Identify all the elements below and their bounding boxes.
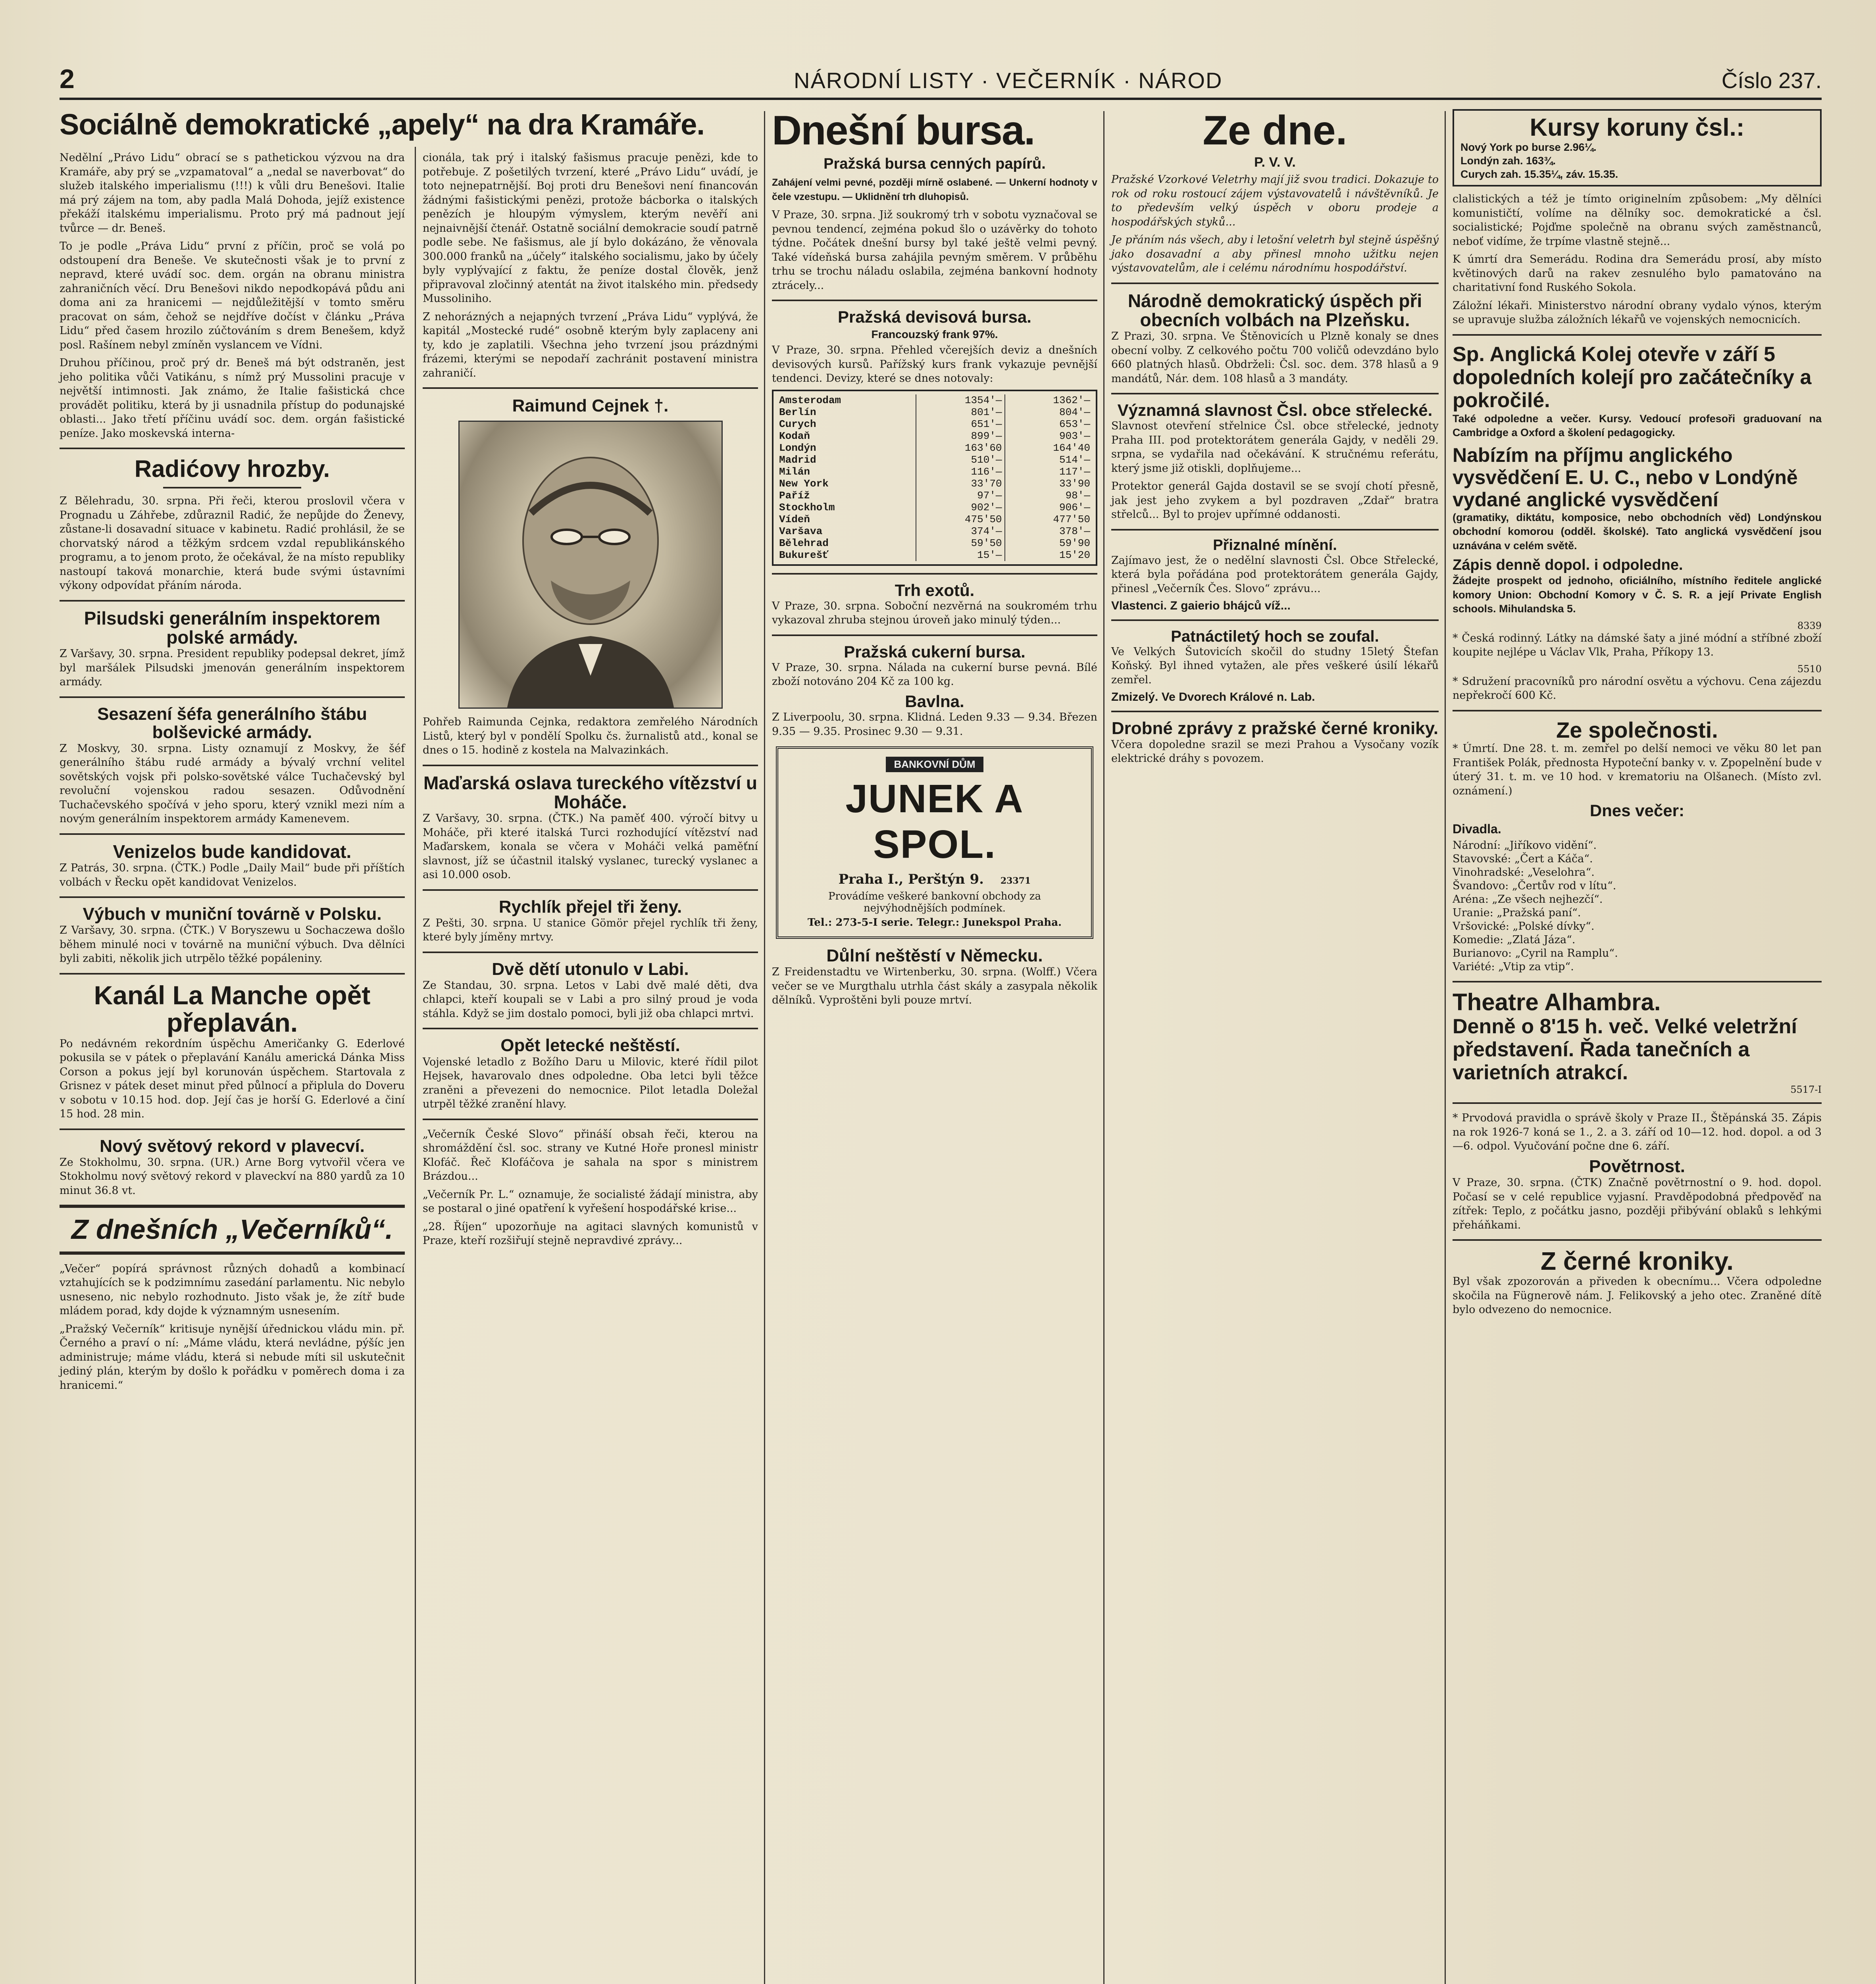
article-paragraph: „Večerník Pr. L.“ oznamuje, že socialisté žádají ministra, aby se postaral o jiné opatření k vyřešení hospodářské krise... xyxy=(423,1188,758,1215)
kronika-text: Byl však zpozorován a přiveden k obecnímu... Včera odpoledne skočila na Fügnerově nám. J. Felikovský a jeho otec. Zraněné dítě bylo odvezeno do nemocnice. xyxy=(1453,1275,1822,1316)
rates-cell-a: 899'— xyxy=(916,430,1005,442)
column-1 xyxy=(60,151,405,1396)
rates-row xyxy=(777,537,1093,549)
povetrnost-text: V Praze, 30. srpna. (ČTK) Značně povětrnostní o 9. hod. dopol. Počasí se v celé republice vyjasní. Pravděpodobná předpověď na zítřek: Teplo, z počátku jasno, později přibývání oblaků s lehkými přeháňkami. xyxy=(1453,1177,1822,1231)
strelci-text: Slavnost otevření střelnice Čsl. obce střelecké, jednoty Praha III. pod protektorátem generála Gajdy, v neděli 29. srpna, se vydařila nad očekávání. K stručnému referátu, který jsme již otiskli, doplňujeme... xyxy=(1111,420,1439,475)
article-paragraph: * Česká rodinný. Látky na dámské šaty a jiné módní a stříbné zboží koupite nejlépe u Václav Vlk, Praha, Příkopy 13. xyxy=(1453,632,1822,659)
rates-cell-city: Berlín xyxy=(777,406,916,418)
rates-cell-city: Varšava xyxy=(777,525,916,537)
rates-table-frame xyxy=(772,390,1097,566)
cejnek-portrait xyxy=(458,421,723,709)
ad-kolej-headline: Sp. Anglická Kolej otevře v září 5 dopoledních kolejí pro začátečníky a pokročilé. xyxy=(1453,342,1812,412)
kanal-headline: Kanál La Manche opět přeplaván. xyxy=(94,980,371,1038)
rates-cell-city: New York xyxy=(777,478,916,490)
devizy-text: V Praze, 30. srpna. Přehled včerejších deviz a dnešních devisových kursů. Pařížský kurs frank vykazuje pevnější tendenci. Devizy, které se dnes notovaly: xyxy=(772,344,1097,385)
trh-text: V Praze, 30. srpna. Soboční nezvěrná na soukromém trhu vykazoval zhruba stejnou úroveň jako minulý týden... xyxy=(772,600,1097,627)
ad-vysvedceni-headline: Nabízím na příjmu anglického vysvědčení E. U. C., nebo v Londýně vydané anglické vysvědčení xyxy=(1453,444,1798,511)
rates-cell-b: 15'20 xyxy=(1059,549,1090,561)
pilsudski-text: Z Varšavy, 30. srpna. President republiky podepsal dekret, jímž byl maršálek Pilsudski jmenován generálním inspektorem armády. xyxy=(60,648,405,688)
sesazeni-headline: Sesazení šéfa generálního štábu bolševické armády. xyxy=(97,704,367,742)
ad-number: 23371 xyxy=(1000,876,1031,886)
strelci-headline: Významná slavnost Čsl. obce střelecké. xyxy=(1117,401,1433,420)
bavlna-headline: Bavlna. xyxy=(905,692,964,711)
cukr-text: V Praze, 30. srpna. Nálada na cukerní burse pevná. Bílé zboží notováno 204 Kč za 100 kg. xyxy=(772,661,1097,688)
junek-advertisement xyxy=(776,746,1093,939)
rates-row xyxy=(777,430,1093,442)
zespol-headline: Ze společnosti. xyxy=(1556,717,1718,742)
vybuch-headline: Výbuch v muniční továrně v Polsku. xyxy=(83,904,382,924)
ad-zapis-headline: Zápis denně dopol. i odpoledne. xyxy=(1453,557,1683,574)
rates-cell-a: 59'50 xyxy=(916,537,1005,549)
issue-number: Číslo 237. xyxy=(1721,68,1822,93)
zespol-text: * Úmrtí. Dne 28. t. m. zemřel po delší nemoci ve věku 80 let pan František Polák, přednosta Hypoteční banky v. v. Zpopelnění bude v úterý 31. t. m. ve 10 hod. v krematoriu na Olšanech. (Místo zvl. oznámení.) xyxy=(1453,742,1822,797)
cukr-headline: Pražská cukerní bursa. xyxy=(844,642,1026,661)
vecernik-text-2: „Pražský Večerník“ kritisuje nynější úřednickou vládu min. př. Černého a praví o ní: „Máme vládu, která nevládne, pýšíc jen administruje; máme vládu, která si nebude míti sil uskutečnit jediný plán, kterým by došlo k pořádku v poměrech doma i za hranicemi.“ xyxy=(60,1323,405,1392)
rates-cell-city: Kodaň xyxy=(777,430,916,442)
article-paragraph: * Sdružení pracovníků pro národní osvětu a výchovu. Cena zájezdu nepřekročí 600 Kč. xyxy=(1453,675,1822,702)
main-headline-wrap xyxy=(60,109,762,140)
burza-lead: Zahájení velmi pevné, později mírně oslabené. — Unkerní hodnoty v čele vzestupu. — Uklidnění trh dluhopisů. xyxy=(772,177,1097,202)
column-3 xyxy=(772,109,1097,1011)
divadlo-item: Komedie: „Zlatá Jáza“. xyxy=(1453,934,1576,946)
divadla-list xyxy=(1453,839,1822,974)
rates-cell-a: 510'— xyxy=(916,454,1005,466)
vybuch-text: Z Varšavy, 30. srpna. (ČTK.) V Boryszewu u Sochaczewa došlo během minulé noci v továrně na muniční výbuch. Dva dělníci byli zabiti, několik jich utrpělo těžké popáleniny. xyxy=(60,924,405,965)
rates-cell-a: 374'— xyxy=(916,525,1005,537)
divadlo-item: Vinohradské: „Veselohra“. xyxy=(1453,866,1595,879)
rates-cell-a: 33'70 xyxy=(916,478,1005,490)
divadlo-item: Stavovské: „Čert a Káča“. xyxy=(1453,853,1593,865)
masthead: NÁRODNÍ LISTY · VEČERNÍK · NÁROD xyxy=(794,68,1223,93)
rates-cell-b: 117'— xyxy=(1059,465,1090,478)
divadlo-item: Národní: „Jiříkovo vidění“. xyxy=(1453,839,1597,852)
rates-cell-b: 164'40 xyxy=(1053,442,1090,454)
patnact-text: Ve Velkých Šutovicích skočil do studny 15letý Štefan Koňský. Byl ihned vytažen, ale přes veškeré úsilí lékařů zemřel. xyxy=(1111,645,1439,686)
vecernik-headline: Z dnešních „Večerníků“. xyxy=(71,1214,393,1245)
article-paragraph: „Večerník České Slovo“ přináší obsah řeči, kterou na shromáždění čsl. soc. strany ve Kutné Hoře pronesl ministr Klofáč. Řeč Klofáčova je sahala na spor s ministrem Brázdou... xyxy=(423,1128,758,1183)
rates-cell-a: 902'— xyxy=(916,502,1005,513)
rates-cell-a: 116'— xyxy=(916,466,1005,478)
rates-row xyxy=(777,513,1093,525)
dul-headline: Důlní neštěstí v Německu. xyxy=(826,946,1043,966)
rates-cell-b: 98'— xyxy=(1065,489,1090,502)
rychlik-headline: Rychlík přejel tři ženy. xyxy=(498,897,682,917)
kursy-line-2: Londýn zah. 163¾. xyxy=(1460,155,1556,167)
rates-row xyxy=(777,406,1093,418)
rates-cell-b: 33'90 xyxy=(1059,477,1090,490)
rates-cell-b: 59'90 xyxy=(1059,537,1090,549)
dnes-headline: Dnes večer: xyxy=(1589,801,1685,820)
rates-row xyxy=(777,466,1093,478)
main-headline: Sociálně demokratické „apely“ na dra Kramáře. xyxy=(60,108,704,141)
page-header xyxy=(60,63,1822,100)
rates-cell-b: 906'— xyxy=(1059,501,1090,513)
burza-headline: Dnešní bursa. xyxy=(772,108,1035,154)
divadlo-item: Švandovo: „Čertův rod v lítu“. xyxy=(1453,880,1616,892)
article-paragraph: * Prvodová pravidla o správě školy v Praze II., Štěpánská 35. Zápis na rok 1926-7 koná se 1., 2. a 3. září od 10—12. hod. dopol. a od 3—6. odpol. Vyučování počne dne 6. září. xyxy=(1453,1112,1822,1153)
divadlo-item: Aréna: „Ze všech nejhezčí“. xyxy=(1453,893,1603,906)
rates-cell-city: Amsterodam xyxy=(777,394,916,406)
rates-cell-city: Londýn xyxy=(777,442,916,454)
rates-cell-city: Vídeň xyxy=(777,513,916,525)
zedne-text: Pražské Vzorkové Veletrhy mají již svou tradici. Dokazuje to rok od roku rostoucí zájem výstavovatelů i návštěvníků. Je to především velký úspěch v oboru prodeje a hospodářských styků... xyxy=(1111,173,1439,228)
rychlik-text: Z Pešti, 30. srpna. U stanice Gömör přejel rychlík tři ženy, které byly jíměny mrtvy. xyxy=(423,917,758,944)
rates-cell-a: 1354'— xyxy=(916,394,1005,406)
article-paragraph: Druhou příčinou, proč prý dr. Beneš má být odstraněn, jest jeho politika vůči Vatikánu, s nímž prý Mussolini pracuje v největší intimnosti. Jak známo, že Italie fašistická chce provádět politiku, která by ji usnadnila přístup do podunajské oblasti... Jako třetí příčinu uvádí soc. dem. orgán fašistické peníze. Jako moskevská interna- xyxy=(60,357,405,440)
radic-headline: Radićovy hrozby. xyxy=(134,456,330,482)
rates-cell-a: 97'— xyxy=(916,490,1005,502)
deti-text: Ze Standau, 30. srpna. Letos v Labi dvě malé děti, dva chlapci, kteří koupali se v Labi a pro silný proud je voda stáhla. Když se jim dostalo pomoci, byli již oba chlapci mrtvi. xyxy=(423,979,758,1020)
mohac-headline: Maďarská oslava tureckého vítězství u Moháče. xyxy=(423,772,757,812)
rates-cell-city: Madrid xyxy=(777,454,916,466)
kursy-headline: Kursy koruny čsl.: xyxy=(1530,114,1745,141)
theatre-number: 5517-I xyxy=(1790,1084,1822,1096)
rates-cell-b: 903'— xyxy=(1059,430,1090,442)
rates-cell-city: Bukurešť xyxy=(777,549,916,561)
rates-row xyxy=(777,549,1093,561)
rates-row xyxy=(777,394,1093,406)
divadlo-item: Burianovo: „Cyril na Ramplu“. xyxy=(1453,947,1618,960)
rates-row xyxy=(777,478,1093,490)
dul-text: Z Freidenstadtu ve Wirtenberku, 30. srpna. (Wolff.) Včera večer se ve Murgthalu utrhla část skály a zasypala několik dělníků. Vyproštěni byli pouze mrtví. xyxy=(772,966,1097,1007)
letecke-headline: Opět letecké neštěstí. xyxy=(500,1036,680,1055)
ad-line: Provádíme veškeré bankovní obchody za nejvýhodnějších podmínek. xyxy=(828,890,1041,915)
theatre-body: Denně o 8'15 h. več. Velké veletržní představení. Řada tanečních a varietních atrakcí. xyxy=(1453,1015,1797,1084)
rates-cell-city: Paříž xyxy=(777,490,916,502)
rates-cell-b: 653'— xyxy=(1059,418,1090,430)
rates-cell-a: 163'60 xyxy=(916,442,1005,454)
rates-table xyxy=(777,394,1093,561)
devizy-headline: Pražská devisová bursa. xyxy=(838,308,1031,327)
prizn-text: Zajímavo jest, že o nedělní slavnosti Čsl. Obce Střelecké, která byla pořádána pod protektorátem generála Gajdy, přinesl „Večerník Čes. Slovo“ zprávu... xyxy=(1111,554,1439,595)
ad-zapis-number: 8339 xyxy=(1797,620,1822,631)
venizelos-headline: Venizelos bude kandidovat. xyxy=(113,841,352,862)
trh-headline: Trh exotů. xyxy=(895,581,975,600)
ad-zapis-text: Žádejte prospekt od jednoho, oficiálního, místního ředitele anglické komory Union: Obchodní Komory v Č. S. R. a její Private English schools. Mihulandska 5. xyxy=(1453,575,1822,615)
rekord-text: Ze Stokholmu, 30. srpna. (UR.) Arne Borg vytvořil včera ve Stokholmu nový světový rekord v plaveckví na 880 yardů za 10 minut 36.8 vt. xyxy=(60,1156,405,1197)
ad-kolej-text: Také odpoledne a večer. Kursy. Vedoucí profesoři graduovaní na Cambridge a Oxford a školení pedagogicky. xyxy=(1453,412,1822,439)
rates-cell-city: Curych xyxy=(777,418,916,430)
ad-tel: Tel.: 273-5-I serie. Telegr.: Junekspol Praha. xyxy=(807,917,1062,929)
pilsudski-headline: Pilsudski generálním inspektorem polské armády. xyxy=(84,608,381,648)
kursy-line-3: Curych zah. 15.35¼, záv. 15.35. xyxy=(1460,168,1618,181)
plzen-text: Z Prazi, 30. srpna. Ve Štěnovicích u Plzně konaly se dnes obecní volby. Z celkového počtu 700 voličů odevzdáno bylo 660 platných hlasů. Obdrželi: Čsl. soc. dem. 378 hlasů a 9 mandátů, Nár. dem. 108 hlasů a 3 mandáty. xyxy=(1111,330,1439,385)
prizn-headline: Přiznalné mínění. xyxy=(1213,536,1337,554)
ad-address-text: Praha I., Perštýn 9. xyxy=(838,871,984,888)
article-paragraph: clalistických a též je tímto originelním způsobem: „My dělníci komunističtí, volíme na dělníky soc. demokratické a čsl. socialistické; Pojďme společně na obranu svých zaměstnanců, neboť vidíme, že trpíme vlastně stejně... xyxy=(1453,193,1822,248)
article-paragraph: To je podle „Práva Lidu“ první z příčin, proč se volá po odstoupení dra Beneše. Ve skutečnosti však je to první z nepravd, které uvádí soc. dem. orgán na obranu ministra zahraničních věcí. Dru Benešovi nikdo nepodkopává půdu ani doma ani za hranicemi — nejdůležitější v tomto směru pracovat on sám, čehož se nejdříve dočíst v článku „Práva Lidu“ před časem hrozilo zúčtováním s drem Benešem, když posl. Rašínem nebyl zmíněn vyslancem ve Vídni. xyxy=(60,240,405,351)
article-paragraph: K úmrtí dra Semerádu. Rodina dra Semerádu prosí, aby místo květinových darů na rakev zesnulého bylo pamatováno na charitativní fond Ruského Sokola. xyxy=(1453,253,1822,294)
divadlo-item: Variété: „Vtip za vtip“. xyxy=(1453,961,1574,973)
rates-row xyxy=(777,525,1093,537)
zmizela-headline: Zmizelý. Ve Dvorech Králové n. Lab. xyxy=(1111,690,1315,704)
vlastenci-headline: Vlastenci. Z gaierio bhájců víž... xyxy=(1111,599,1291,613)
rates-cell-a: 475'50 xyxy=(916,513,1005,525)
article-paragraph: Z nehorázných a nejapných tvrzení „Práva Lidu“ vyplývá, že kapitál „Mostecké rudé“ osobně kterým byly zaplaceny ani ty, kdo je zaplatili. Všechna jeho tvrzení jsou prázdnými frázemi, kterými se nepodaří zachránit postavení ministra zahraničí. xyxy=(423,310,758,379)
drobne-text: Včera dopoledne srazil se mezi Prahou a Vysočany vozík elektrické dráhy s povozem. xyxy=(1111,738,1439,765)
burza-subheadline: Pražská bursa cenných papírů. xyxy=(824,156,1046,173)
kanal-text: Po nedávném rekordním úspěchu Američanky G. Ederlové pokusila se v pátek o přeplavání Kanálu americká Dánka Miss Corson a pokus její byl korunován úspěchem. Startovala z Grisnez v pátek deset minut před půlnocí a připlula do Doveru v sobotu v 10.15 hod. dop. Její čas je horší G. Ederlové a činí 15 hod. 28 min. xyxy=(60,1037,405,1121)
article-intro: Nedělní „Právo Lidu“ obrací se s pathetickou výzvou na dra Kramáře, aby prý se „vzpamatoval“ a „nedal se naverbovat“ do služeb italského imperialismu (!!!) k vůli dru Benešovi. Italie má prý zájem na tom, aby padla Malá Dohoda, jejíž existence překáží italskému imperialismu. Proto prý má padnout její tvůrce — dr. Beneš. xyxy=(60,152,405,235)
column-5 xyxy=(1453,109,1822,1321)
divadlo-item: Uranie: „Pražská paní“. xyxy=(1453,907,1581,919)
theatre-headline: Theatre Alhambra. xyxy=(1453,989,1661,1016)
column-rule xyxy=(415,147,416,1984)
venizelos-text: Z Patrás, 30. srpna. (ČTK.) Podle „Daily Mail“ bude při příštích volbách v Řecku opět kandidovat Venizelos. xyxy=(60,862,405,888)
rates-cell-b: 1362'— xyxy=(1053,394,1090,406)
rates-cell-a: 651'— xyxy=(916,418,1005,430)
divadla-headline: Divadla. xyxy=(1453,822,1501,836)
kronika-headline: Z černé kroniky. xyxy=(1540,1247,1734,1276)
column-rule xyxy=(764,111,765,1984)
radic-text: Z Bělehradu, 30. srpna. Při řeči, kterou proslovil včera v Prognadu u Záhřebe, zdůraznil Radić, že nepůjde do Ženevy, zůstane-li dosavadní situace v kabinetu. Radić prohlásil, že se chorvatský národ a těžkým srdcem vzdal republikánského programu, a to jenom proto, že očekával, že na místo republiky nastoupí taková monarchie, která bude svými ústavními výkony odpovídat přáním národa. xyxy=(60,495,405,592)
rates-cell-city: Milán xyxy=(777,466,916,478)
vecernik-text: „Večer“ popírá správnost různých dohadů a kombinací vztahujících se k podzimnímu zasedání parlamentu. Nic nebylo usneseno, nic nebylo rozhodnuto. Jisto však je, že zítř bude mládem porad, kdy dojde k významným usnesením. xyxy=(60,1262,405,1317)
rates-row xyxy=(777,502,1093,513)
plzen-headline: Národně demokratický úspěch při obecních volbách na Plzeňsku. xyxy=(1128,290,1422,330)
rates-cell-b: 804'— xyxy=(1059,406,1090,418)
rekord-headline: Nový světový rekord v plavecví. xyxy=(100,1136,365,1156)
ad-name: JUNEK A SPOL. xyxy=(845,777,1024,867)
ad-vysvedceni-text: (gramatiky, diktátu, komposice, nebo obchodních věd) Londýnskou obchodní komorou (odděl. školské). Tato anglická vysvědčení jsou uznávána v celém světě. xyxy=(1453,511,1822,552)
column-rule xyxy=(1103,111,1104,1984)
kursy-box xyxy=(1453,109,1822,186)
column-rule xyxy=(1445,111,1446,1984)
portrait-drawing xyxy=(460,422,722,707)
article-paragraph: „28. Říjen“ upozorňuje na agitaci slavných komunistů v Praze, kteří rozšiřují stejně nepravdivé zprávy... xyxy=(423,1220,758,1247)
cejnek-text: Pohřeb Raimunda Cejnka, redaktora zemřelého Národních Listů, který byl v pondělí Spolku čs. žurnalistů atd., konal se dnes o 15. hodině z kostela na Malvazinkách. xyxy=(423,716,758,756)
zedne-text-2: Je přáním nás všech, aby i letošní veletrh byl stejně úspěšný jako dosavadní a aby přinesl mnoho užitku nejen výstavovatelům, ale i celému národnímu hospodářství. xyxy=(1111,234,1439,275)
rates-cell-city: Stockholm xyxy=(777,502,916,513)
divadlo-item: Vršovické: „Polské dívky“. xyxy=(1453,920,1595,933)
ad-vlk-number: 5510 xyxy=(1797,663,1822,675)
deti-headline: Dvě dětí utonulo v Labi. xyxy=(492,959,689,979)
drobne-headline: Drobné zprávy z pražské černé kroniky. xyxy=(1111,718,1439,738)
rates-row xyxy=(777,490,1093,502)
rates-cell-a: 15'— xyxy=(916,549,1005,561)
rates-cell-b: 378'— xyxy=(1059,525,1090,537)
bavlna-text: Z Liverpoolu, 30. srpna. Klidná. Leden 9.33 — 9.34. Březen 9.35 — 9.35. Prosinec 9.30 — 9.31. xyxy=(772,711,1097,738)
article-paragraph: Záložní lékaři. Ministerstvo národní obrany vydalo výnos, kterým se upravuje služba záložních lékařů ve vojenských nemocnicích. xyxy=(1453,299,1822,326)
ad-address xyxy=(786,871,1083,887)
rates-cell-city: Bělehrad xyxy=(777,537,916,549)
devizy-subheadline: Francouzský frank 97%. xyxy=(871,328,998,341)
povetrnost-headline: Povětrnost. xyxy=(1589,1156,1686,1176)
strelci-text-2: Protektor generál Gajda dostavil se se svojí chotí přesně, jak jest jeho zvykem a byl pozdraven „Zdař“ bratra střelců... Byl to projev upřímné oddanosti. xyxy=(1111,480,1439,521)
mohac-text: Z Varšavy, 30. srpna. (ČTK.) Na paměť 400. výročí bitvy u Moháče, při které italská Turci rozhodující vítězství nad Maďarskem, konala se včera v Moháči velká paměťní slavnost, jíž se účastnil italský vyslanec, turecký vyslanec a asi 10.000 osob. xyxy=(423,812,758,881)
rates-row xyxy=(777,442,1093,454)
column-4 xyxy=(1111,109,1439,770)
sesazeni-text: Z Moskvy, 30. srpna. Listy oznamují z Moskvy, že šéf generálního štábu rudé armády a bývalý vrchní velitel sovětských vojsk při polsko-sovětské válce Tuchačevský byl revoluční vojenskou radou sesazen. Odůvodnění Tuchačevského spočívá v jeho sporu, který vznikl mezi ním a novým generálním inspektorem armády Kamenevem. xyxy=(60,742,405,825)
kursy-line-1: Nový York po burse 2.96¼. xyxy=(1460,141,1597,154)
article-paragraph: cionála, tak prý i italský fašismus pracuje penězi, kde to potřebuje. Z pošetilých tvrzení, které „Právo Lidu“ uvádí, je toto nejnepatrnější. Boj proti dru Benešovi není financován žádnými fašistickými penězi, protože bácborka o italských penězích je hloupým výmyslem, kterým nevěří ani nejnaivnější čtenář. Ostatně sociální demokracie soudí patrně podle sebe. Ne fašismus, ale jí bylo dokázáno, že věnovala 300.000 franků na „účely“ italského socialismu, jako by účely byly vyplývající z faktu, že peníze dostal člověk, jenž připravoval zločinný atentát na život italského min. předsedy Mussoliniho. xyxy=(423,152,758,305)
rates-cell-b: 477'50 xyxy=(1053,513,1090,525)
ad-top: BANKOVNÍ DŮM xyxy=(886,757,983,772)
rates-row xyxy=(777,454,1093,466)
rates-cell-b: 514'— xyxy=(1059,454,1090,466)
burza-text: V Praze, 30. srpna. Již soukromý trh v sobotu vyznačoval se pevnou tendencí, zejména pokud šlo o uzávěrky do tohoto týdne. Počátek dnešní bursy byl také ještě velmi pevný. Také vídeňská bursa zahájila pevným směrem. V průběhu trhu se trochu náladu oslabila, zejména bankovní hodnoty ztrácely... xyxy=(772,209,1097,292)
rates-row xyxy=(777,418,1093,430)
rates-cell-a: 801'— xyxy=(916,406,1005,418)
column-2 xyxy=(423,151,758,1252)
letecke-text: Vojenské letadlo z Božího Daru u Milovic, které řídil pilot Hejsek, havarovalo dnes odpoledne. Oba letci byli těžce zraněni a převezeni do nemocnice. Pilot letadla Doležal utrpěl těžké zranění hlavy. xyxy=(423,1055,758,1111)
zedne-headline: Ze dne. xyxy=(1203,108,1347,154)
pvv: P. V. V. xyxy=(1254,155,1296,170)
page-number: 2 xyxy=(60,64,75,94)
patnact-headline: Patnáctiletý hoch se zoufal. xyxy=(1171,627,1379,645)
cejnek-caption: Raimund Cejnek †. xyxy=(512,396,669,415)
